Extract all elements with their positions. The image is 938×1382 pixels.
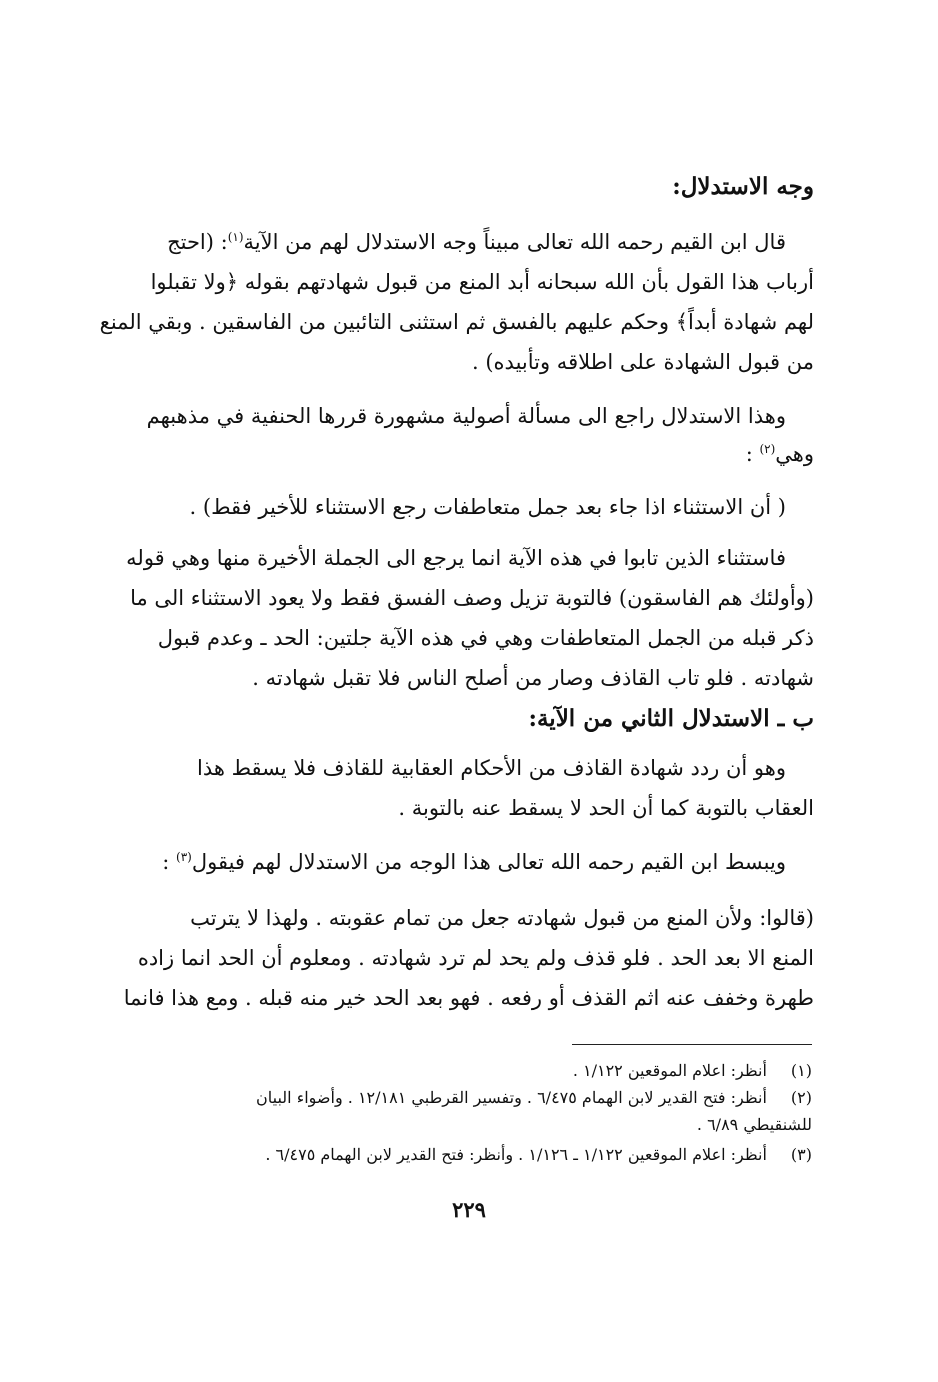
text-line xyxy=(100,842,814,882)
text-segment: ويبسط ابن القيم رحمه الله تعالى هذا الوجه من الاستدلال لهم فيقول xyxy=(191,850,786,874)
text-line: فاستثناء الذين تابوا في هذه الآية انما يرجع الى الجملة الأخيرة منها وهي قوله xyxy=(126,546,786,570)
paragraph-ibn-qayyim-quote xyxy=(100,222,814,382)
text-line: أرباب هذا القول بأن الله سبحانه أبد المنع من قبول شهادتهم بقوله ﴿ولا تقبلوا xyxy=(150,270,814,294)
section-heading-second-istidlal: ب ـ الاستدلال الثاني من الآية: xyxy=(528,705,814,732)
text-line: شهادته . فلو تاب القاذف وصار من أصلح الناس فلا تقبل شهادته . xyxy=(252,666,814,690)
text-line xyxy=(100,222,814,262)
text-line: وهذا الاستدلال راجع الى مسألة أصولية مشهورة قررها الحنفية في مذهبهم xyxy=(146,404,786,428)
paragraph-exception-explanation xyxy=(100,538,814,698)
text-segment: قال ابن القيم رحمه الله تعالى مبيناً وجه الاستدلال لهم من الآية xyxy=(243,230,786,254)
paragraph-ibn-qayyim-intro xyxy=(100,842,814,882)
text-segment: : xyxy=(745,442,760,466)
text-segment: : xyxy=(162,850,177,874)
footnote-ref-3[interactable]: (٣) xyxy=(176,850,192,864)
footnote-number: (٣) xyxy=(790,1145,812,1164)
text-line: العقاب بالتوبة كما أن الحد لا يسقط عنه بالتوبة . xyxy=(398,796,814,820)
text-line: ( أن الاستثناء اذا جاء بعد جمل متعاطفات رجع الاستثناء للأخير فقط) . xyxy=(189,495,786,519)
footnote-3 xyxy=(100,1141,812,1168)
paragraph-punishment xyxy=(100,748,814,828)
footnote-number: (٢) xyxy=(790,1088,812,1107)
text-line xyxy=(100,436,814,472)
footnote-ref-1[interactable]: (١) xyxy=(227,230,244,244)
footnote-1 xyxy=(100,1057,812,1084)
footnote-text: أنظر: اعلام الموقعين ١/١٢٢ . xyxy=(572,1061,767,1080)
text-line: (قالوا: ولأن المنع من قبول شهادته جعل من تمام عقوبته . ولهذا لا يترتب xyxy=(190,906,814,930)
text-line: (وأولئك هم الفاسقون) فالتوبة تزيل وصف الفسق فقط ولا يعود الاستثناء الى ما xyxy=(130,586,814,610)
text-segment: وهي xyxy=(775,442,814,466)
paragraph-qalu-quote xyxy=(100,898,814,1018)
paragraph-usul-issue xyxy=(100,396,814,472)
footnote-separator xyxy=(572,1044,812,1045)
text-line: وهو أن ردد شهادة القاذف من الأحكام العقابية للقاذف فلا يسقط هذا xyxy=(197,756,786,780)
footnote-2 xyxy=(100,1084,812,1111)
footnote-text: للشنقيطي ٦/٨٩ . xyxy=(696,1115,812,1134)
text-line: من قبول الشهادة على اطلاقه وتأبيده) . xyxy=(472,350,814,374)
section-heading-istidlal: وجه الاستدلال: xyxy=(672,173,814,200)
footnote-ref-2[interactable]: (٢) xyxy=(759,442,776,456)
text-line: ذكر قبله من الجمل المتعاطفات وهي في هذه الآية جلتين: الحد ـ وعدم قبول xyxy=(157,626,814,650)
footnote-2-continuation xyxy=(100,1111,812,1138)
footnote-number: (١) xyxy=(790,1061,812,1080)
text-line: لهم شهادة أبداً﴾ وحكم عليهم بالفسق ثم استثنى التائبين من الفاسقين . وبقي المنع xyxy=(100,310,814,334)
page-number: ٢٢٩ xyxy=(452,1197,486,1222)
text-line: طهرة وخفف عنه اثم القذف أو رفعه . فهو بعد الحد خير منه قبله . ومع هذا فانما xyxy=(123,986,814,1010)
footnote-text: أنظر: فتح القدير لابن الهمام ٦/٤٧٥ . وتفسير القرطبي ١٢/١٨١ . وأضواء البيان xyxy=(256,1088,767,1107)
text-segment: : (احتج xyxy=(167,230,228,254)
footnote-text: أنظر: اعلام الموقعين ١/١٢٢ ـ ١/١٢٦ . وأنظر: فتح القدير لابن الهمام ٦/٤٧٥ . xyxy=(265,1145,767,1164)
text-line: المنع الا بعد الحد . فلو قذف ولم يحد لم ترد شهادته . ومعلوم أن الحد انما زاده xyxy=(137,946,814,970)
paragraph-rule-statement xyxy=(100,487,814,527)
